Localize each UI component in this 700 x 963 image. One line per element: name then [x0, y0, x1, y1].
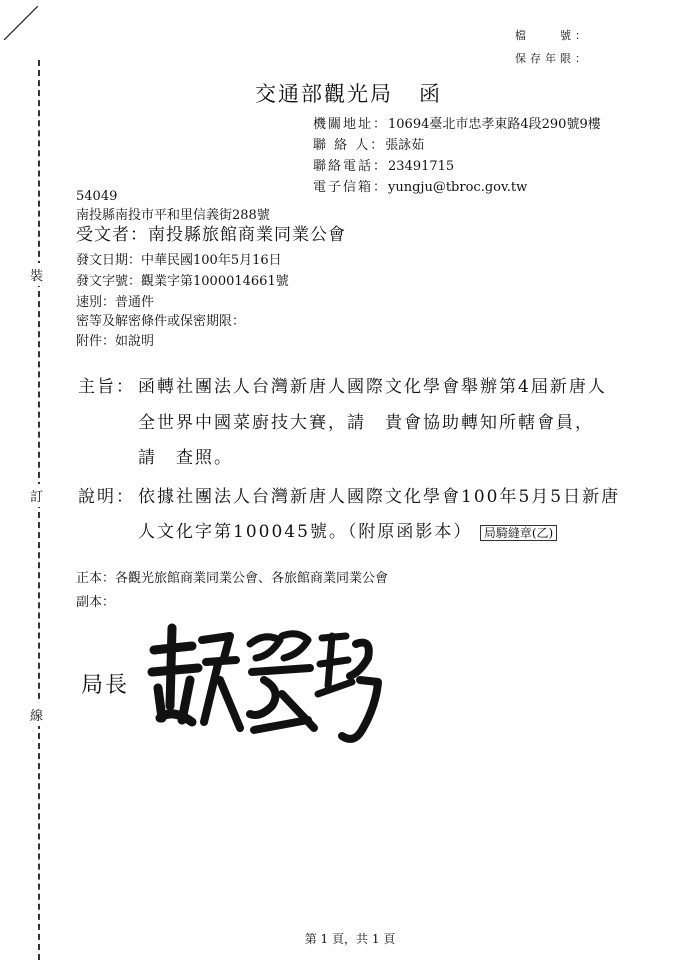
sender-email-label: 電子信箱：: [313, 180, 389, 195]
subject-line-2: 全世界中國菜廚技大賽，請 貴會協助轉知所轄會員，: [138, 413, 594, 433]
recipient-address: 南投縣南投市平和里信義街288號: [76, 208, 270, 223]
binding-char-zhuang: 裝: [30, 263, 43, 286]
original-recipients-value: 各觀光旅館商業同業公會、各旅館商業同業公會: [115, 571, 389, 586]
seam-seal-stamp: 局騎縫章(乙): [480, 525, 557, 541]
meta-doc-number: [76, 270, 289, 289]
meta-issue-date: [76, 249, 282, 268]
agency-name: 交通部觀光局: [255, 82, 393, 106]
subject-label: 主旨：: [78, 377, 135, 397]
meta-attachment-value: 如說明: [115, 334, 155, 349]
sender-address-row: [313, 113, 601, 132]
subject-line-1: 函轉社團法人台灣新唐人國際文化學會舉辦第4屆新唐人: [138, 377, 607, 397]
recipient-postal-code: 54049: [76, 189, 118, 204]
sender-phone-row: [313, 155, 454, 174]
sender-address-value: 10694臺北市忠孝東路4段290號9樓: [388, 117, 601, 132]
page-number: 第 1 頁，共 1 頁: [304, 932, 396, 946]
archive-retention: 保存年限：: [515, 52, 590, 65]
binding-dashed-line: [38, 60, 40, 960]
subject-line-3: 請 查照。: [138, 448, 233, 468]
explanation-label: 說明：: [78, 487, 135, 507]
sender-email-value: yungju@tbroc.gov.tw: [388, 180, 528, 195]
original-recipients: [76, 567, 388, 586]
corner-fold-mark: [4, 6, 38, 40]
recipient-line: 受文者：南投縣旅館商業同業公會: [76, 225, 346, 245]
copy-recipients-label: 副本：: [76, 595, 116, 610]
sender-contact-value: 張詠茹: [385, 138, 425, 153]
sender-address-label: 機關地址：: [313, 117, 389, 132]
meta-doc-number-value: 觀業字第1000014661號: [141, 274, 289, 289]
director-title: 局長: [81, 673, 130, 698]
binding-char-ding: 訂: [30, 484, 43, 507]
copy-recipients: [76, 591, 115, 610]
meta-issue-date-label: 發文日期：: [76, 253, 142, 268]
explanation-line-2-text: 人文化字第100045號。（附原函影本）: [138, 522, 473, 542]
explanation-line-1: 依據社團法人台灣新唐人國際文化學會100年5月5日新唐: [138, 487, 621, 507]
sender-phone-label: 聯絡電話：: [313, 159, 389, 174]
sender-contact-row: [313, 134, 424, 153]
original-recipients-label: 正本：: [76, 571, 116, 586]
director-handwritten-signature: [132, 610, 382, 750]
meta-doc-number-label: 發文字號：: [76, 274, 142, 289]
sender-phone-value: 23491715: [388, 159, 455, 174]
meta-classification-label: 密等及解密條件或保密期限：: [76, 314, 246, 329]
meta-attachment: [76, 330, 154, 349]
sender-email-row: [313, 176, 527, 195]
meta-speed-value: 普通件: [115, 295, 155, 310]
meta-speed: [76, 291, 154, 310]
sender-contact-label: 聯 絡 人：: [313, 138, 386, 153]
meta-speed-label: 速別：: [76, 295, 116, 310]
document-title: [255, 78, 442, 108]
binding-char-xian: 線: [30, 703, 43, 726]
archive-file-no: 檔 號：: [515, 29, 590, 42]
document-type: 函: [419, 82, 442, 106]
meta-attachment-label: 附件：: [76, 334, 116, 349]
explanation-line-2: [138, 517, 557, 542]
meta-issue-date-value: 中華民國100年5月16日: [141, 253, 282, 268]
meta-classification: [76, 310, 245, 329]
